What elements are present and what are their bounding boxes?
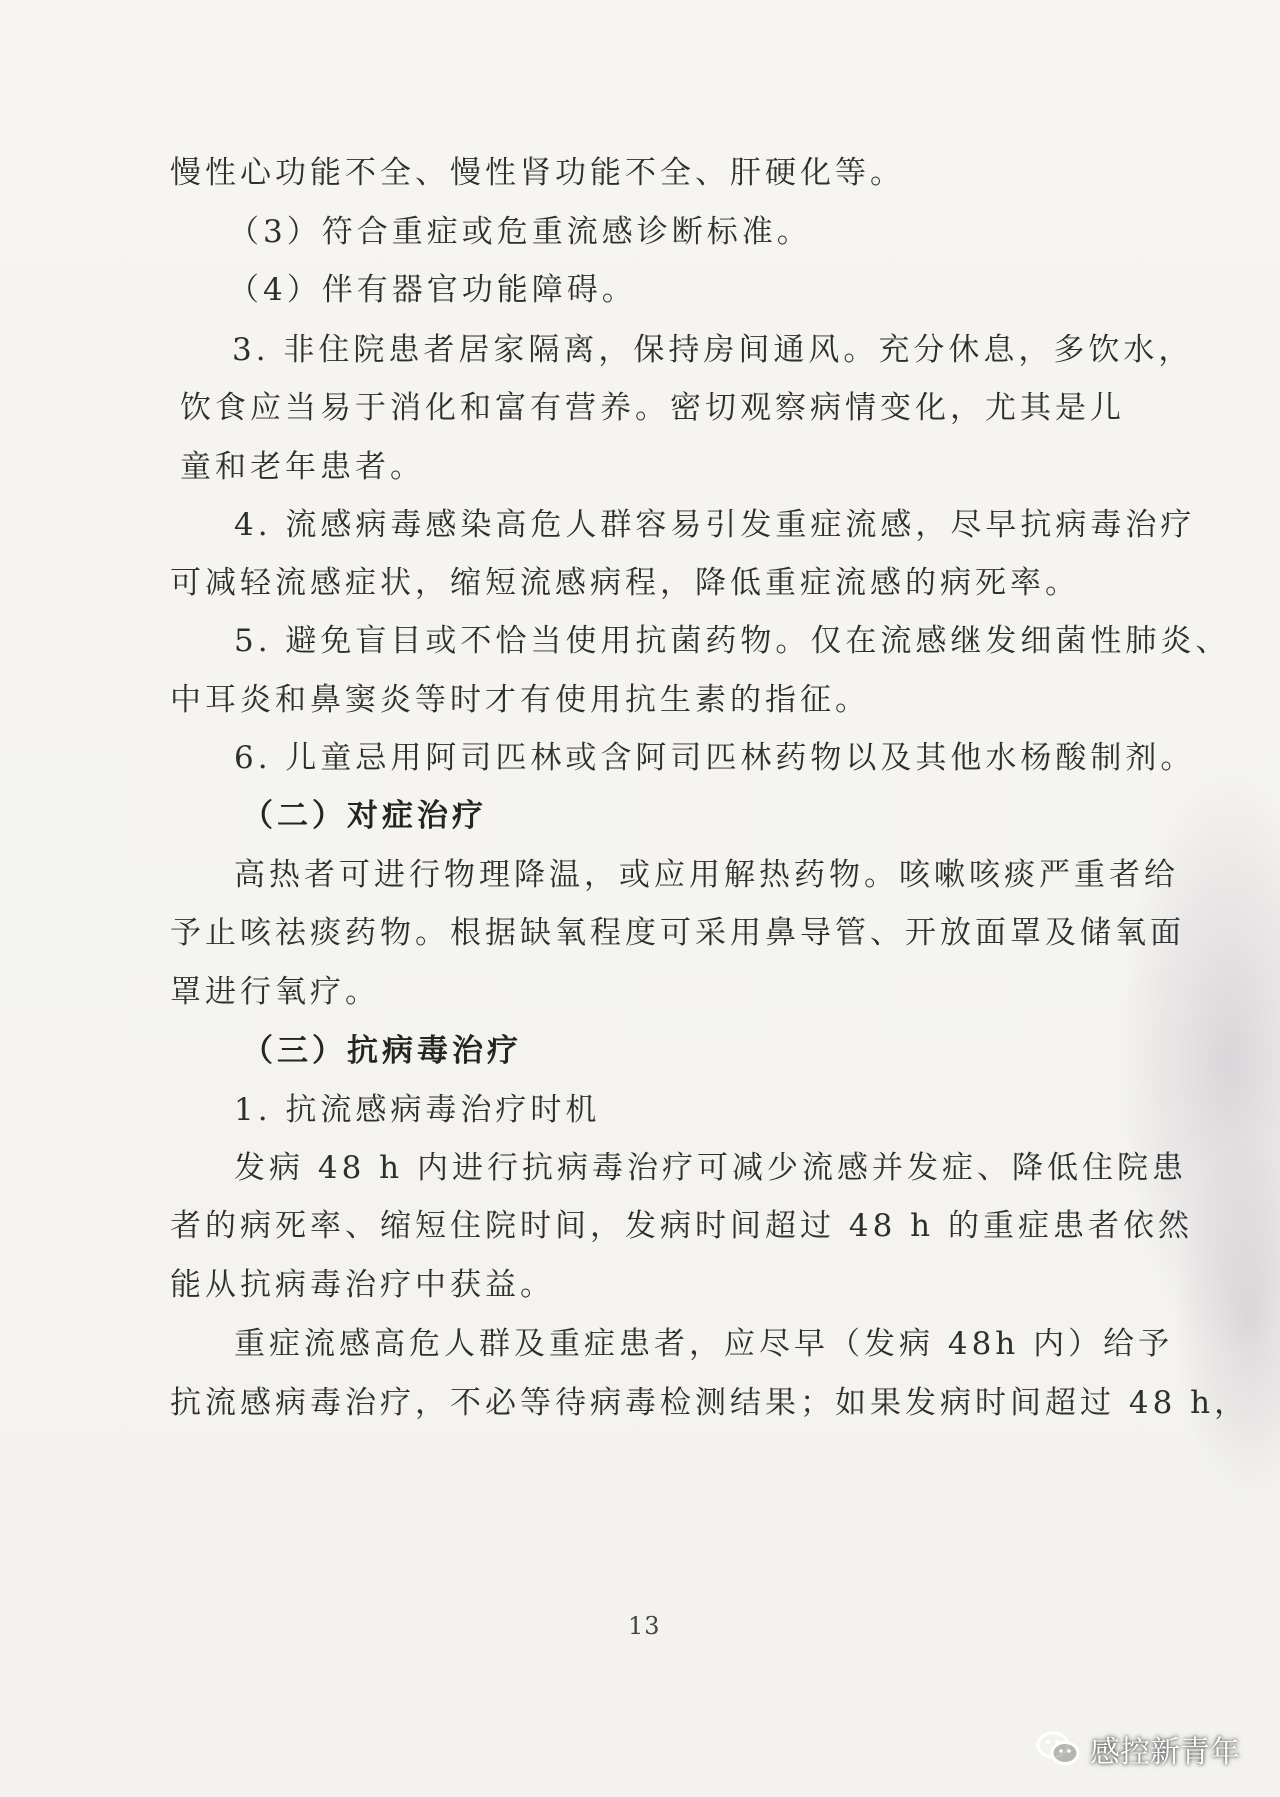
text-line: 予止咳祛痰药物。根据缺氧程度可采用鼻导管、开放面罩及储氧面 xyxy=(170,915,1185,951)
page-number: 13 xyxy=(628,1612,661,1640)
text-line: 3. 非住院患者居家隔离，保持房间通风。充分休息，多饮水， xyxy=(232,332,1194,368)
text-line: （4）伴有器官功能障碍。 xyxy=(228,272,637,308)
text-line: 饮食应当易于消化和富有营养。密切观察病情变化，尤其是儿 xyxy=(180,390,1125,426)
text-line: 童和老年患者。 xyxy=(180,449,425,485)
text-line: 慢性心功能不全、慢性肾功能不全、肝硬化等。 xyxy=(170,155,905,191)
watermark-text: 感控新青年 xyxy=(1090,1735,1240,1770)
text-line: 罩进行氧疗。 xyxy=(170,974,380,1010)
text-line: 抗流感病毒治疗，不必等待病毒检测结果；如果发病时间超过 48 h， xyxy=(170,1385,1250,1421)
section-heading: （二）对症治疗 xyxy=(242,798,487,834)
text-line: 高热者可进行物理降温，或应用解热药物。咳嗽咳痰严重者给 xyxy=(234,857,1179,893)
wechat-icon xyxy=(1036,1730,1080,1768)
text-line: 1. 抗流感病毒治疗时机 xyxy=(234,1092,601,1128)
watermark xyxy=(1036,1727,1240,1771)
text-line: 可减轻流感症状，缩短流感病程，降低重症流感的病死率。 xyxy=(170,565,1080,601)
text-line: 5. 避免盲目或不恰当使用抗菌药物。仅在流感继发细菌性肺炎、 xyxy=(234,623,1231,659)
text-line: 能从抗病毒治疗中获益。 xyxy=(170,1267,555,1303)
text-line: 6. 儿童忌用阿司匹林或含阿司匹林药物以及其他水杨酸制剂。 xyxy=(234,740,1196,776)
text-line: 发病 48 h 内进行抗病毒治疗可减少流感并发症、降低住院患 xyxy=(234,1150,1187,1186)
section-heading: （三）抗病毒治疗 xyxy=(242,1033,522,1069)
text-line: 重症流感高危人群及重症患者，应尽早（发病 48h 内）给予 xyxy=(234,1326,1174,1362)
text-line: （3）符合重症或危重流感诊断标准。 xyxy=(228,214,812,250)
text-line: 中耳炎和鼻窦炎等时才有使用抗生素的指征。 xyxy=(170,682,870,718)
text-line: 4. 流感病毒感染高危人群容易引发重症流感，尽早抗病毒治疗 xyxy=(234,507,1196,543)
text-line: 者的病死率、缩短住院时间，发病时间超过 48 h 的重症患者依然 xyxy=(170,1208,1193,1244)
